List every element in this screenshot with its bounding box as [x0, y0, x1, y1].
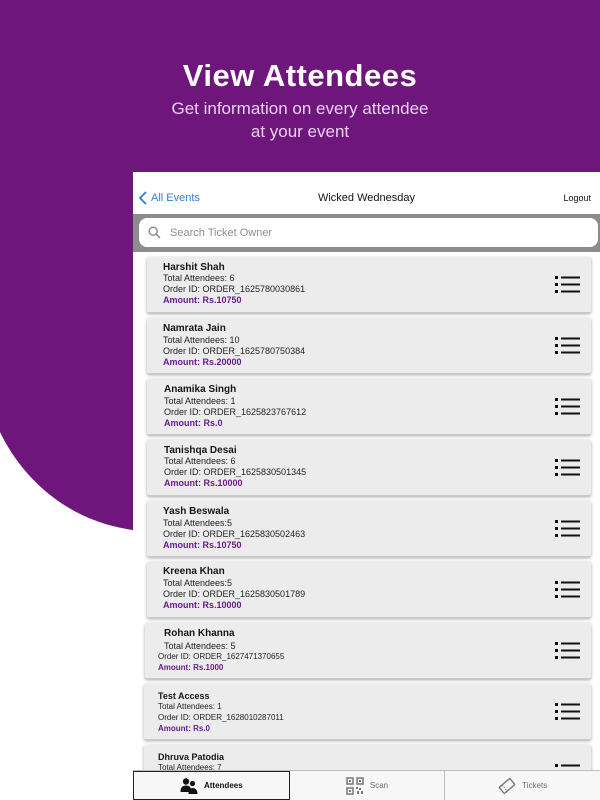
hero-subtitle-line2: at your event [250, 122, 350, 141]
tab-attendees[interactable] [133, 771, 290, 800]
attendee-amount: Amount: Rs.10000 [164, 478, 243, 488]
attendee-total: Total Attendees: 6 [163, 273, 235, 283]
list-icon[interactable] [555, 701, 581, 723]
attendee-amount: Amount: Rs.1000 [158, 663, 224, 672]
attendee-card-rohan-khanna[interactable] [145, 623, 591, 679]
list-icon[interactable] [555, 457, 581, 479]
qr-code-icon [346, 777, 364, 795]
attendee-total: Total Attendees: 6 [164, 456, 236, 466]
list-icon[interactable] [555, 274, 581, 296]
attendee-card-anamika-singh[interactable] [147, 379, 591, 435]
attendee-order-id: Order ID: ORDER_1625830502463 [163, 529, 306, 539]
hero-section [0, 58, 600, 143]
attendee-name: Anamika Singh [164, 384, 237, 395]
attendee-amount: Amount: Rs.0 [158, 724, 210, 733]
attendee-name: Rohan Khanna [164, 628, 235, 639]
tab-tickets[interactable] [445, 771, 600, 800]
attendee-name: Test Access [158, 691, 210, 701]
attendee-list[interactable] [133, 252, 600, 770]
list-icon[interactable] [555, 518, 581, 540]
attendee-name: Namrata Jain [163, 323, 226, 334]
attendee-total: Total Attendees: 1 [158, 702, 222, 711]
attendee-name: Tanishqa Desai [164, 445, 237, 456]
tab-scan-label: Scan [369, 781, 389, 790]
logout-button[interactable]: Logout [563, 193, 591, 203]
search-bar [133, 214, 600, 252]
attendee-card-kreena-khan[interactable] [147, 562, 591, 618]
search-icon [148, 226, 161, 239]
attendee-order-id: Order ID: ORDER_1625780030861 [163, 284, 306, 294]
attendee-card-harshit-shah[interactable] [147, 257, 591, 313]
attendee-amount: Amount: Rs.10750 [163, 540, 242, 550]
attendee-amount: Amount: Rs.10750 [163, 295, 242, 305]
hero-title: View Attendees [182, 58, 418, 93]
attendee-card-dhruva-patodia[interactable] [144, 745, 591, 770]
attendee-amount: Amount: Rs.20000 [163, 357, 242, 367]
users-icon [180, 777, 198, 795]
tab-scan[interactable] [290, 771, 446, 800]
attendee-card-yash-beswala[interactable] [147, 501, 591, 557]
attendee-name: Yash Beswala [163, 506, 230, 517]
page-title: Wicked Wednesday [317, 192, 415, 204]
tab-attendees-label: Attendees [203, 781, 243, 790]
attendee-order-id: Order ID: ORDER_1625830501789 [163, 589, 306, 599]
attendee-card-tanishqa-desai[interactable] [147, 440, 591, 496]
attendee-total: Total Attendees:5 [163, 578, 233, 588]
attendee-card-namrata-jain[interactable] [147, 318, 591, 374]
back-button-label: All Events [151, 192, 200, 204]
hero-subtitle-line1: Get information on every attendee [171, 99, 429, 118]
attendee-total: Total Attendees:5 [163, 518, 233, 528]
attendee-name: Kreena Khan [163, 566, 225, 577]
attendee-order-id: Order ID: ORDER_1625823767612 [164, 407, 307, 417]
attendee-total: Total Attendees: 10 [163, 335, 240, 345]
search-field[interactable] [139, 218, 598, 247]
tab-tickets-label: Tickets [522, 781, 548, 790]
attendee-total: Total Attendees: 1 [164, 396, 236, 406]
attendee-amount: Amount: Rs.0 [164, 418, 223, 428]
attendee-order-id: Order ID: ORDER_1625830501345 [164, 467, 307, 477]
navigation-bar [133, 186, 600, 212]
attendee-total: Total Attendees: 7 [158, 763, 222, 770]
attendee-amount: Amount: Rs.10000 [163, 600, 242, 610]
list-icon[interactable] [555, 335, 581, 357]
bottom-tab-bar [133, 770, 600, 800]
search-input[interactable] [170, 227, 570, 239]
attendee-order-id: Order ID: ORDER_1627471370655 [158, 652, 285, 661]
list-icon[interactable] [555, 396, 581, 418]
attendee-name: Harshit Shah [163, 262, 225, 273]
hero-subtitle [0, 97, 600, 143]
ticket-icon [498, 777, 516, 795]
list-icon[interactable] [555, 762, 581, 770]
app-screen [133, 172, 600, 800]
list-icon[interactable] [555, 579, 581, 601]
attendee-total: Total Attendees: 5 [164, 641, 236, 651]
attendee-card-test-access[interactable] [144, 684, 591, 740]
attendee-order-id: Order ID: ORDER_1628010287011 [158, 713, 284, 722]
list-icon[interactable] [555, 640, 581, 662]
attendee-name: Dhruva Patodia [158, 752, 225, 762]
attendee-order-id: Order ID: ORDER_1625780750384 [163, 346, 306, 356]
